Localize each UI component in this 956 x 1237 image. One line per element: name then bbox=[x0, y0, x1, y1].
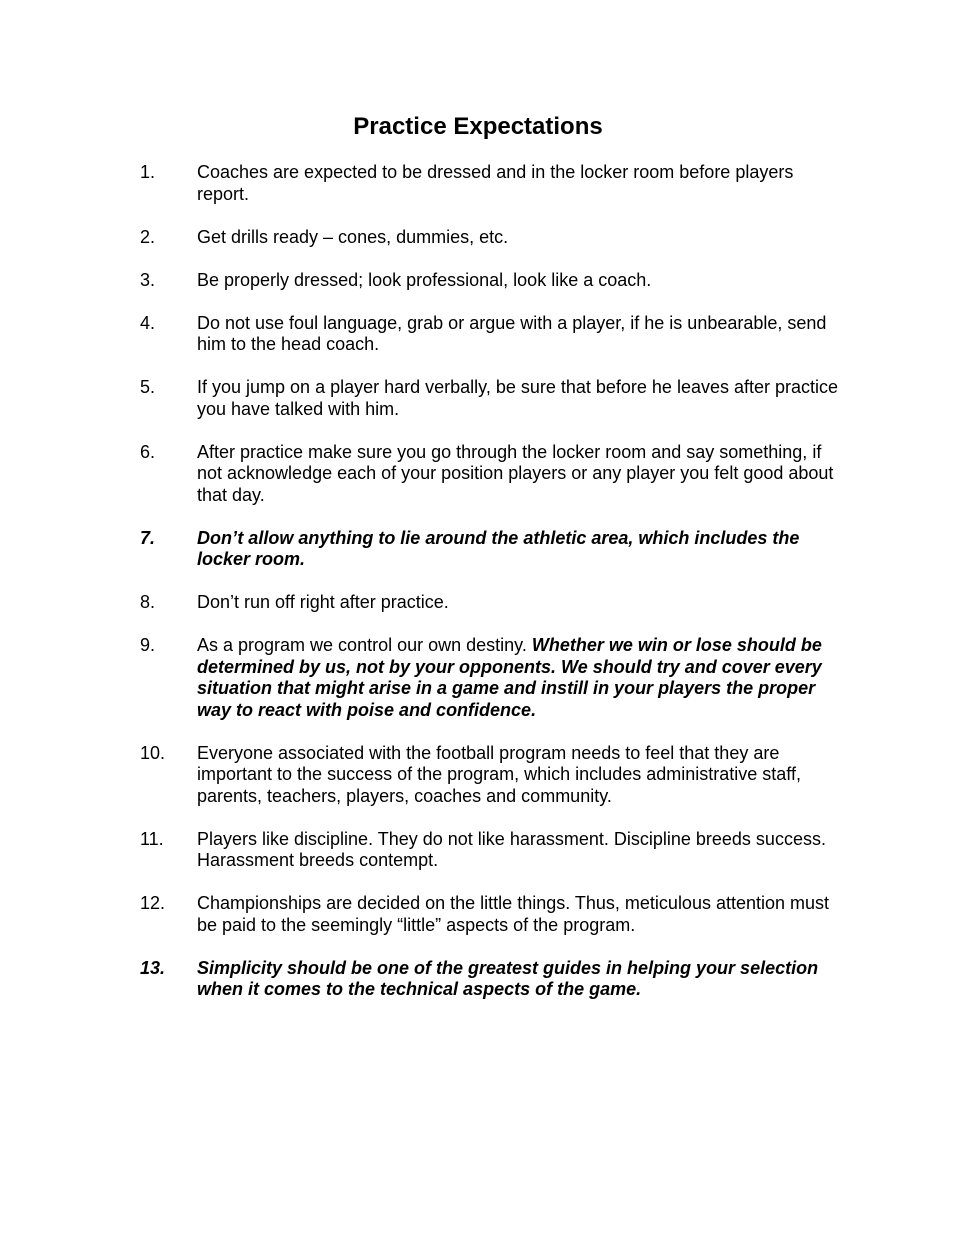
item-number: 7. bbox=[140, 527, 156, 548]
item-text-plain: As a program we control our own destiny. bbox=[197, 635, 532, 655]
list-item bbox=[140, 377, 840, 420]
item-text: Championships are decided on the little things. Thus, meticulous attention must be paid to the seemingly “little” aspects of the program. bbox=[197, 893, 830, 935]
item-number: 6. bbox=[140, 441, 156, 462]
list-item bbox=[140, 442, 840, 507]
item-number: 13. bbox=[140, 957, 166, 978]
list-item-emphasized bbox=[140, 958, 840, 1001]
item-number: 3. bbox=[140, 269, 156, 290]
item-number: 5. bbox=[140, 377, 156, 397]
list-item bbox=[140, 270, 840, 292]
item-text-emphasis: Whether we win or lose should be determined by us, not by your opponents. We should try and cover every situation that might arise in a game and instill in your players the proper way to react with poise and confidence. bbox=[197, 635, 822, 720]
list-item bbox=[140, 227, 840, 249]
item-text: Coaches are expected to be dressed and in the locker room before players report. bbox=[197, 162, 794, 204]
page-title: Practice Expectations bbox=[353, 113, 603, 140]
item-text: Be properly dressed; look professional, look like a coach. bbox=[197, 269, 652, 290]
item-text: Players like discipline. They do not like harassment. Discipline breeds success. Harassment breeds contempt. bbox=[197, 828, 826, 870]
list-item bbox=[140, 313, 840, 356]
item-text: After practice make sure you go through the locker room and say something, if not acknowledge each of your position players or any player you felt good about that day. bbox=[197, 441, 834, 505]
item-number: 2. bbox=[140, 226, 156, 247]
list-item bbox=[140, 162, 840, 205]
list-item bbox=[140, 635, 840, 721]
item-number: 10. bbox=[140, 742, 166, 763]
item-number: 11. bbox=[140, 828, 164, 849]
item-text: If you jump on a player hard verbally, be sure that before he leaves after practice you have talked with him. bbox=[197, 377, 839, 419]
list-item bbox=[140, 829, 840, 872]
expectations-list bbox=[140, 162, 840, 1022]
item-text: Get drills ready – cones, dummies, etc. bbox=[197, 226, 509, 247]
item-number: 8. bbox=[140, 592, 156, 612]
item-text: Simplicity should be one of the greatest guides in helping your selection when it comes to the technical aspects of the game. bbox=[197, 957, 819, 999]
list-item-emphasized bbox=[140, 528, 840, 571]
item-number: 12. bbox=[140, 893, 166, 913]
list-item bbox=[140, 592, 840, 614]
list-item bbox=[140, 893, 840, 936]
item-number: 9. bbox=[140, 635, 156, 655]
item-text: Don’t run off right after practice. bbox=[197, 592, 449, 612]
item-text: Do not use foul language, grab or argue with a player, if he is unbearable, send him to the head coach. bbox=[197, 312, 827, 354]
item-text: Everyone associated with the football program needs to feel that they are important to the success of the program, which includes administrative staff, parents, teachers, players, coaches and community. bbox=[197, 742, 801, 806]
item-number: 4. bbox=[140, 312, 156, 333]
item-number: 1. bbox=[140, 162, 156, 182]
list-item bbox=[140, 743, 840, 808]
item-text: Don’t allow anything to lie around the athletic area, which includes the locker room. bbox=[197, 527, 800, 569]
